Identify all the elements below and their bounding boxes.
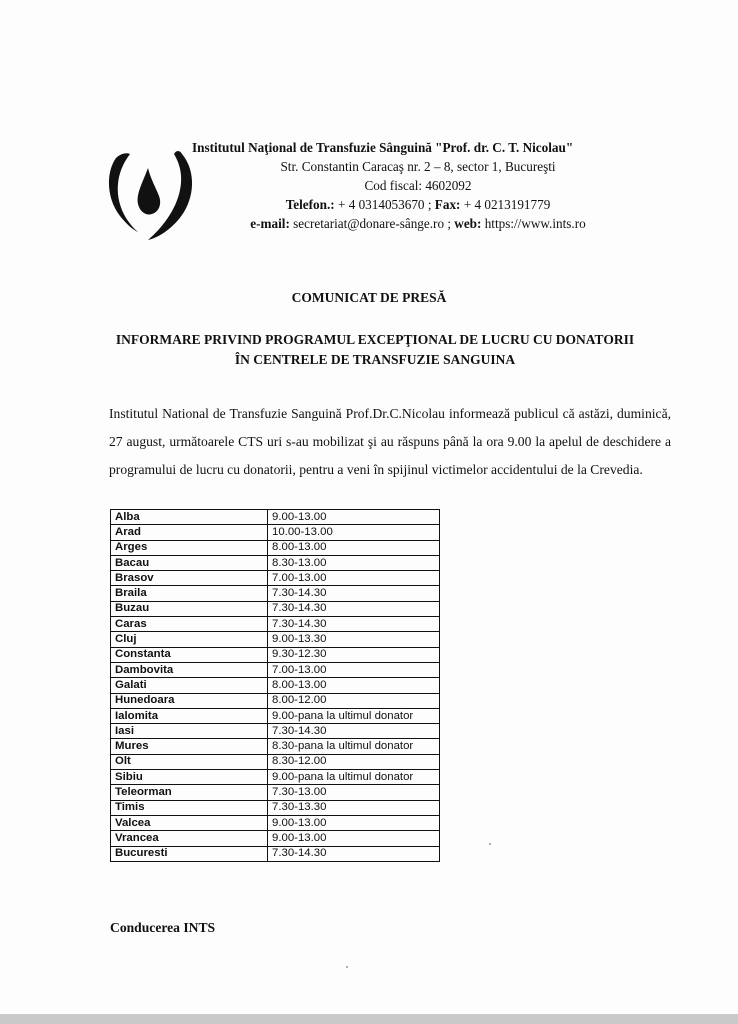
table-row: [111, 831, 440, 846]
hours-cell: 9.00-pana la ultimul donator: [268, 708, 440, 723]
hours-cell: 8.00-13.00: [268, 540, 440, 555]
table-row: [111, 571, 440, 586]
center-name-cell: Braila: [111, 586, 268, 601]
center-name-cell: Arad: [111, 525, 268, 540]
phone-label: Telefon.:: [285, 197, 335, 212]
institution-phone-fax: [188, 195, 648, 214]
hours-cell: 9.00-13.00: [268, 510, 440, 525]
hours-cell: 9.00-13.30: [268, 632, 440, 647]
hours-cell: 8.30-13.00: [268, 555, 440, 570]
center-name-cell: Constanta: [111, 647, 268, 662]
institution-fiscal-code: Cod fiscal: 4602092: [364, 178, 472, 193]
center-name-cell: Dambovita: [111, 662, 268, 677]
schedule-table: [110, 509, 440, 862]
hours-cell: 9.30-12.30: [268, 647, 440, 662]
hours-cell: 7.30-14.30: [268, 724, 440, 739]
center-name-cell: Mures: [111, 739, 268, 754]
hours-cell: 10.00-13.00: [268, 525, 440, 540]
table-row: [111, 586, 440, 601]
hours-cell: 7.30-14.30: [268, 601, 440, 616]
table-row: [111, 510, 440, 525]
center-name-cell: Timis: [111, 800, 268, 815]
center-name-cell: Bacau: [111, 555, 268, 570]
center-name-cell: Ialomita: [111, 708, 268, 723]
information-title: INFORMARE PRIVIND PROGRAMUL EXCEPŢIONAL DE LUCRU CU DONATORII ÎN CENTRELE DE TRANSFUZIE SANGUINA: [115, 332, 635, 367]
heart-drop-logo-icon: [104, 140, 196, 240]
table-row: [111, 647, 440, 662]
web-address: https://www.ints.ro: [481, 216, 586, 231]
email-label: e-mail:: [250, 216, 290, 231]
signature: Conducerea INTS: [110, 920, 216, 935]
hours-cell: 8.00-12.00: [268, 693, 440, 708]
center-name-cell: Galati: [111, 678, 268, 693]
scan-speck: [489, 843, 491, 845]
center-name-cell: Iasi: [111, 724, 268, 739]
table-row: [111, 708, 440, 723]
table-row: [111, 601, 440, 616]
center-name-cell: Bucuresti: [111, 846, 268, 861]
institution-header: [188, 138, 648, 233]
center-name-cell: Buzau: [111, 601, 268, 616]
email-address: secretariat@donare-sânge.ro ;: [289, 216, 455, 231]
table-row: [111, 555, 440, 570]
hours-cell: 7.30-14.30: [268, 586, 440, 601]
table-row: [111, 739, 440, 754]
bottom-edge-bar: [0, 1014, 738, 1024]
institution-name: Institutul Naţional de Transfuzie Sânguină "Prof. dr. C. T. Nicolau": [192, 140, 574, 155]
center-name-cell: Olt: [111, 754, 268, 769]
press-release-title: COMUNICAT DE PRESĂ: [291, 290, 447, 305]
table-row: [111, 617, 440, 632]
table-row: [111, 662, 440, 677]
announcement-paragraph: Institutul National de Transfuzie Sanguină Prof.Dr.C.Nicolau informează publicul că astăzi, duminică, 27 august, următoarele CTS uri s-au mobilizat şi au răspuns până la ora 9.00 la apelul de deschidere a programului de lucru cu donatorii, pentru a veni în spijinul victimelor accidentului de la Crevedia.: [109, 406, 671, 477]
center-name-cell: Caras: [111, 617, 268, 632]
fax-number: + 4 0213191779: [460, 197, 551, 212]
table-row: [111, 770, 440, 785]
hours-cell: 7.00-13.00: [268, 571, 440, 586]
center-name-cell: Cluj: [111, 632, 268, 647]
hours-cell: 8.30-12.00: [268, 754, 440, 769]
center-name-cell: Brasov: [111, 571, 268, 586]
table-row: [111, 632, 440, 647]
center-name-cell: Arges: [111, 540, 268, 555]
center-name-cell: Hunedoara: [111, 693, 268, 708]
hours-cell: 9.00-13.00: [268, 815, 440, 830]
center-name-cell: Sibiu: [111, 770, 268, 785]
table-row: [111, 785, 440, 800]
table-row: [111, 693, 440, 708]
hours-cell: 8.00-13.00: [268, 678, 440, 693]
institution-address: Str. Constantin Caracaş nr. 2 – 8, sector 1, Bucureşti: [280, 159, 556, 174]
center-name-cell: Valcea: [111, 815, 268, 830]
table-row: [111, 724, 440, 739]
hours-cell: 7.30-13.00: [268, 785, 440, 800]
fax-label: Fax:: [434, 197, 461, 212]
center-name-cell: Teleorman: [111, 785, 268, 800]
center-name-cell: Vrancea: [111, 831, 268, 846]
table-row: [111, 678, 440, 693]
center-name-cell: Alba: [111, 510, 268, 525]
scan-speck: [346, 966, 348, 968]
institution-email-web: [188, 214, 648, 233]
hours-cell: 7.30-13.30: [268, 800, 440, 815]
web-label: web:: [454, 216, 482, 231]
hours-cell: 7.30-14.30: [268, 617, 440, 632]
table-row: [111, 540, 440, 555]
table-row: [111, 815, 440, 830]
hours-cell: 7.30-14.30: [268, 846, 440, 861]
table-row: [111, 800, 440, 815]
table-row: [111, 754, 440, 769]
hours-cell: 9.00-13.00: [268, 831, 440, 846]
hours-cell: 9.00-pana la ultimul donator: [268, 770, 440, 785]
hours-cell: 8.30-pana la ultimul donator: [268, 739, 440, 754]
table-row: [111, 846, 440, 861]
table-row: [111, 525, 440, 540]
phone-number: + 4 0314053670 ;: [334, 197, 435, 212]
hours-cell: 7.00-13.00: [268, 662, 440, 677]
